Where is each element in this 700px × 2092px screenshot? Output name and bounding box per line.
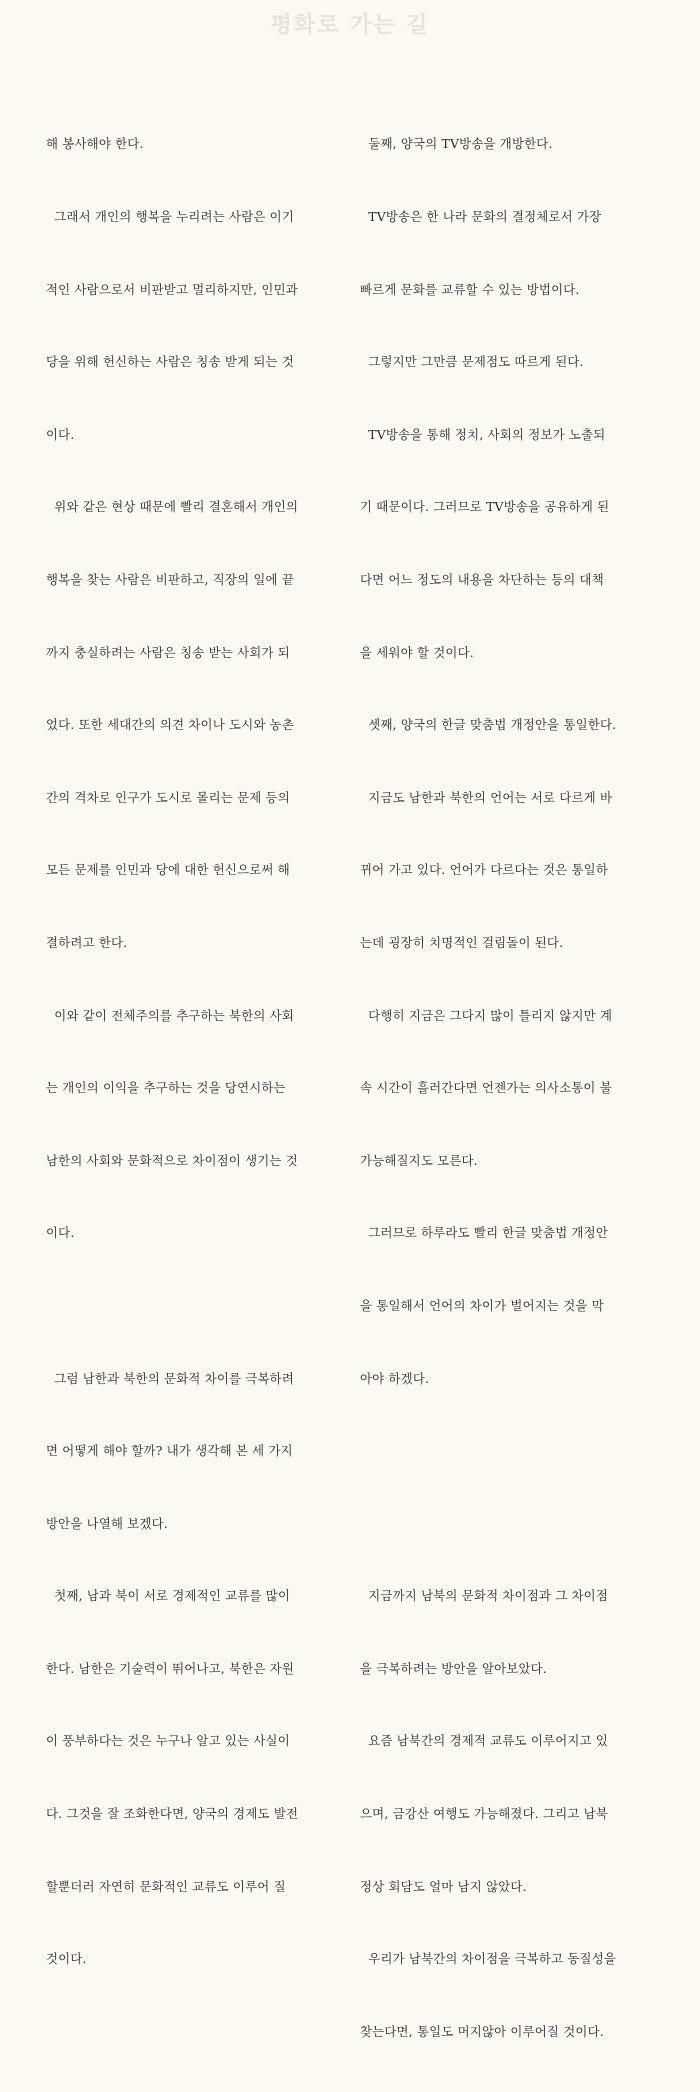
- paragraph-gap: [46, 1294, 346, 1318]
- text-line: 빠르게 문화를 교류할 수 있는 방법이다.: [360, 281, 580, 297]
- text-line: 정상 회담도 얼마 남지 않았다.: [360, 1878, 527, 1894]
- text-line: 그럼 남한과 북한의 문화적 차이를 극복하려: [46, 1370, 295, 1386]
- text-line: 속 시간이 흘러간다면 언젠가는 의사소통이 불: [360, 1080, 612, 1096]
- text-line: 행복을 찾는 사람은 비판하고, 직장의 일에 끝: [46, 571, 295, 587]
- right-text-column: [360, 84, 660, 2092]
- text-line: 찾는다면, 통일도 머지않아 이루어질 것이다.: [360, 2023, 604, 2039]
- text-line: 둘째, 양국의 TV방송을 개방한다.: [360, 136, 553, 152]
- page-header-watermark: 평화로 가는 길: [270, 13, 430, 38]
- text-line: 기 때문이다. 그러므로 TV방송을 공유하게 된: [360, 499, 610, 515]
- text-line: 지금도 남한과 북한의 언어는 서로 다르게 바: [360, 789, 613, 805]
- text-line: 위와 같은 현상 때문에 빨리 결혼해서 개인의: [46, 499, 299, 515]
- text-line: 을 세워야 할 것이다.: [360, 644, 474, 660]
- text-line: 을 통일해서 언어의 차이가 벌어지는 것을 막: [360, 1297, 604, 1313]
- text-line: 다행히 지금은 그다지 많이 틀리지 않지만 계: [360, 1007, 613, 1023]
- text-line: 한다. 남한은 기술력이 뛰어나고, 북한은 자원: [46, 1660, 295, 1676]
- text-line: 아야 하겠다.: [360, 1370, 430, 1386]
- text-line: 당을 위해 헌신하는 사람은 칭송 받게 되는 것: [46, 354, 295, 370]
- text-line: 간의 격차로 인구가 도시로 몰리는 문제 등의: [46, 789, 290, 805]
- text-line: 그래서 개인의 행복을 누리려는 사람은 이기: [46, 209, 295, 224]
- text-line: 요즘 남북간의 경제적 교류도 이루어지고 있: [360, 1733, 609, 1749]
- left-text-column: [46, 84, 346, 2020]
- text-line: 지금까지 남북의 문화적 차이점과 그 차이점: [360, 1588, 609, 1604]
- text-line: 할뿐더러 자연히 문화적인 교류도 이루어 질: [46, 1878, 286, 1894]
- text-line: 방안을 나열해 보겠다.: [46, 1515, 168, 1531]
- paragraph-gap: [360, 1512, 660, 1536]
- text-line: 그러므로 하루라도 빨리 한글 맞춤법 개정안: [360, 1225, 609, 1241]
- text-line: 해 봉사해야 한다.: [46, 136, 144, 152]
- text-line: 으며, 금강산 여행도 가능해졌다. 그리고 남북: [360, 1806, 609, 1822]
- text-line: 이 풍부하다는 것은 누구나 알고 있는 사실이: [46, 1733, 290, 1749]
- text-line: 첫째, 남과 북이 서로 경제적인 교류를 많이: [46, 1588, 291, 1604]
- text-line: 이와 같이 전체주의를 추구하는 북한의 사회: [46, 1007, 295, 1023]
- text-line: 그렇지만 그만큼 문제점도 따르게 된다.: [360, 354, 584, 370]
- text-line: 이다.: [46, 1225, 75, 1241]
- text-line: 다. 그것을 잘 조화한다면, 양국의 경제도 발전: [46, 1806, 299, 1822]
- text-line: 결하려고 한다.: [46, 934, 128, 950]
- text-line: 는데 굉장히 치명적인 걸림돌이 된다.: [360, 934, 564, 950]
- text-line: 가능해질지도 모른다.: [360, 1152, 478, 1168]
- text-line: 을 극복하려는 방안을 알아보았다.: [360, 1660, 547, 1676]
- text-line: 다면 어느 정도의 내용을 차단하는 등의 대책: [360, 571, 604, 587]
- text-line: 었다. 또한 세대간의 의견 차이나 도시와 농촌: [46, 717, 295, 733]
- paragraph-gap: [360, 1439, 660, 1463]
- text-line: 남한의 사회와 문화적으로 차이점이 생기는 것: [46, 1152, 298, 1168]
- text-line: 우리가 남북간의 차이점을 극복하고 동질성을: [360, 1951, 617, 1967]
- text-line: 는 개인의 이익을 추구하는 것을 당연시하는: [46, 1080, 286, 1096]
- text-line: 모든 문제를 인민과 당에 대한 헌신으로써 해: [46, 862, 290, 878]
- text-line: TV방송은 한 나라 문화의 결정체로서 가장: [360, 209, 602, 224]
- text-line: 이다.: [46, 426, 75, 442]
- text-line: TV방송을 통해 정치, 사회의 정보가 노출되: [360, 426, 606, 442]
- text-line: 뀌어 가고 있다. 언어가 다르다는 것은 통일하: [360, 862, 609, 878]
- text-line: 면 어떻게 해야 할까? 내가 생각해 본 세 가지: [46, 1443, 293, 1459]
- text-line: 셋째, 양국의 한글 맞춤법 개정안을 통일한다.: [360, 717, 617, 733]
- text-line: 적인 사람으로서 비판받고 멀리하지만, 인민과: [46, 281, 298, 297]
- text-line: 것이다.: [46, 1951, 87, 1967]
- text-line: 까지 충실하려는 사람은 칭송 받는 사회가 되: [46, 644, 290, 660]
